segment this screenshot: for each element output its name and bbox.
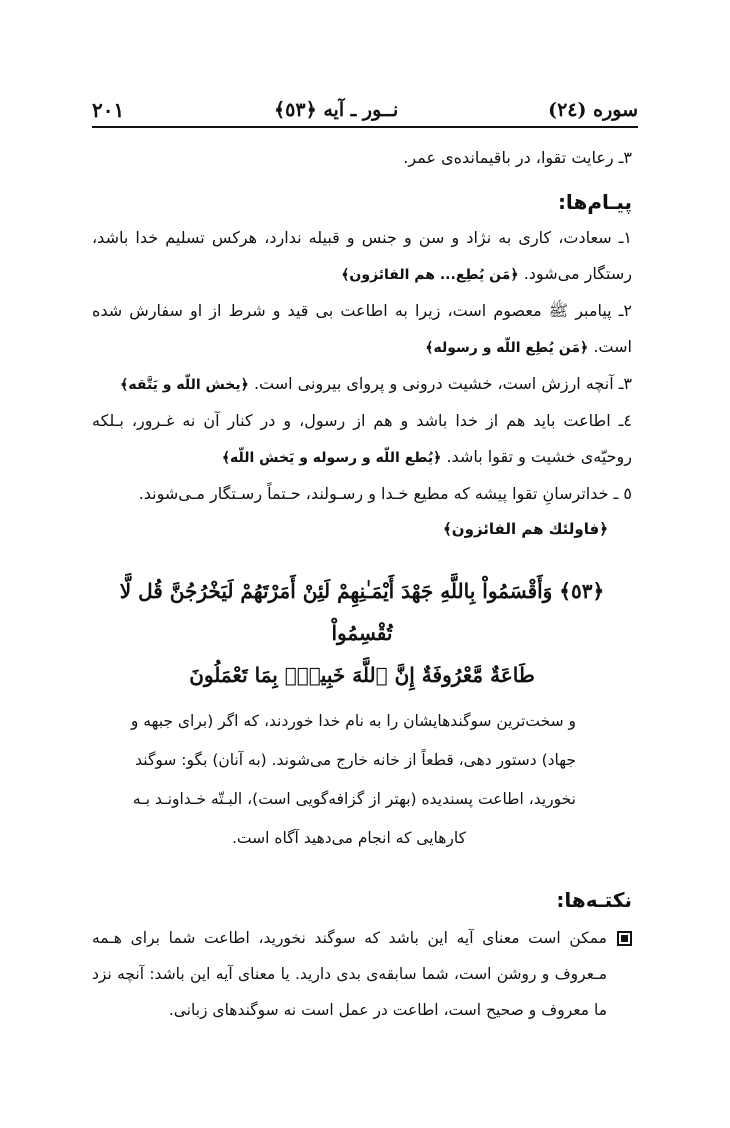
message-quote: ﴿فاولئك هم الفائزون﴾: [443, 520, 608, 538]
notes-heading: نکتـه‌ها:: [556, 888, 632, 912]
verse-translation: [92, 702, 632, 858]
quran-verse: [92, 570, 632, 696]
page-title: نــور ـ آیه ﴿٥٣﴾: [274, 99, 399, 121]
messages-list: [92, 220, 632, 546]
translation-line: کارهایی که انجام می‌دهید آگاه است.: [231, 829, 467, 847]
message-text: ٤ـ اطاعت باید هم از خدا باشد و هم از رسول، و در کنار آن نه غـرور، بـلکه روحیّه‌ی خشیت و تقوا باشد.: [92, 411, 632, 466]
message-text: ١ـ سعادت، کاری به نژاد و سن و جنس و قبیله ندارد، هرکس تسلیم خدا باشد، رستگار می‌شود.: [92, 228, 632, 283]
messages-heading: پیـام‌ها:: [557, 190, 632, 214]
translation-line: و سخت‌ترین سوگندهایشان را به نام خدا خوردند، که اگر (برای جبهه و: [130, 712, 576, 730]
message-item: [92, 220, 632, 293]
message-item: [92, 476, 632, 512]
note-text: ممکن است معنای آیه این باشد که سوگند نخورید، اطاعت شما برای هـمه مـعروف و روشن است، شما سابقه‌ی بدی دارید. یا معنای آیه این باشد: آنچه نزد ما معروف و صحیح است، اطاعت در عمل است نه سوگندهای زبانی.: [92, 929, 607, 1019]
translation-line: نخورید، اطاعت پسندیده (بهتر از گزافه‌گویی است)، البـتّه خـداونـد بـه: [132, 790, 576, 808]
page-number: ٢٠١: [92, 98, 125, 122]
page-content: [92, 140, 632, 1028]
message-quote: ﴿مَن یُطِع اللّه و رسوله﴾: [425, 340, 589, 356]
message-quote: ﴿مَن یُطِع... هم الفائزون﴾: [341, 267, 519, 283]
verse-line: طَاعَةٌ مَّعْرُوفَةٌ إِنَّ ٱللَّهَ خَبِيرٌۢ بِمَا تَعْمَلُونَ: [189, 663, 535, 687]
translation-line: جهاد) دستور دهی، قطعاً از خانه خارج می‌شوند. (به آنان) بگو: سوگند: [135, 751, 576, 769]
message-item: [92, 366, 632, 403]
verse-line: ﴿٥٣﴾ وَأَقْسَمُواْ بِاللَّهِ جَهْدَ أَيْمَـٰنِهِمْ لَئِنْ أَمَرْتَهُمْ لَيَخْرُجُنَّ قُل لَّا تُقْسِمُواْ: [119, 579, 605, 645]
message-item: [92, 403, 632, 476]
message-item: [92, 293, 632, 366]
surah-label: سوره (٢٤): [548, 99, 638, 121]
message-quote: ﴿یخش اللّه و یَتَّقه﴾: [120, 377, 249, 393]
note-item: [92, 920, 632, 1028]
message-text: ٥ ـ خداترسانِ تقوا پیشه که مطیع خـدا و رسـولند، حـتماً رسـتگار مـی‌شوند.: [138, 484, 632, 503]
page-header: [92, 94, 638, 128]
message-text: ٢ـ پیامبر ﷺ معصوم است، زیرا به اطاعت بی قید و شرط از او سفارش شده است.: [92, 301, 632, 356]
square-bullet-icon: [617, 931, 632, 946]
intro-line: ٣ـ رعایت تقوا، در باقیمانده‌ی عمر.: [403, 148, 632, 167]
message-quote: ﴿یُطع اللّه و رسوله و یَخش اللّه﴾: [221, 450, 442, 466]
message-text: ٣ـ آنچه ارزش است، خشیت درونی و پروای بیرونی است.: [253, 374, 632, 393]
